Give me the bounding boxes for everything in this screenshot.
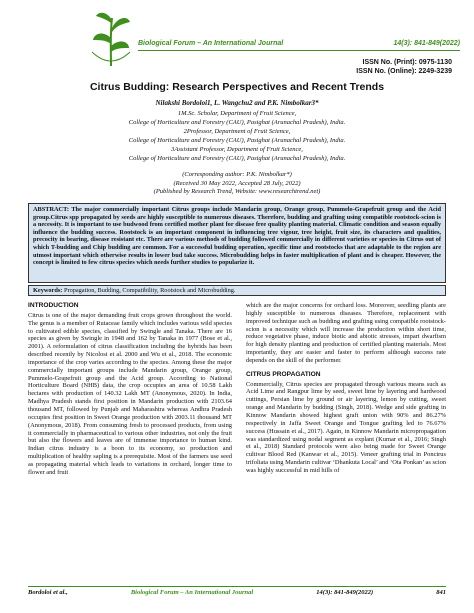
keywords-box — [28, 285, 446, 296]
article-title: Citrus Budding: Research Perspectives and Recent Trends — [89, 81, 385, 93]
abstract-box — [28, 203, 446, 283]
header-divider — [138, 50, 460, 51]
introduction-heading: INTRODUCTION — [28, 302, 79, 309]
introduction-paragraph: Citrus is one of the major demanding fruit crops grown throughout the world. The genus is a member of Rutaceae family which includes various wild species to cultivated edible species, classified by Swingle and Tanaka. There are 16 species as given by Swingle in 1948 and 162 by Tanaka in 1977 (Bose et al., 2001). A reformulation of citrus classification including the hybrids has been described recently by Nicolosi et al. 2000 and Wu et al., 2018. The economic importance of the crop varies according to the species. Among these the major commercially important groups include Mandarin group, Orange group, Pummelo-Grapefruit group and the Acid group. According to National Horticulture Board (NHB) data, the crop occupies an area of 10.58 Lakh hectares with production of 140.32 Lakh MT (Anonymous, 2020). In India, Madhya Pradesh stands first position in Mandarin production with 2103.64 thousand MT, followed by Punjab and Maharashtra whereas Andhra Pradesh occupies first position in Sweet Orange production with 2003.11 thousand MT (Anonymous, 2018). From consuming fresh to processed products, from using it commercially in pharmaceutical to various other industries, not only the fruit but also the flowers and leaves are of immense importance to human kind. Indian citrus industry is a boon to its economy, so production and multiplication of healthy sapling is a prerequisite. Most of the farmers use seed as propagating material which leads to variations in orchard, longer time to flower and fruit — [28, 311, 232, 476]
page-number: 841 — [436, 589, 446, 596]
journal-header-bar — [138, 40, 460, 47]
citrus-propagation-heading: CITRUS PROPAGATION — [246, 370, 321, 378]
issn-block — [356, 58, 452, 76]
footer-volume: 14(3): 841-849(2022) — [316, 589, 374, 596]
issn-print: ISSN No. (Print): 0975-1130 — [362, 59, 452, 66]
left-column — [28, 302, 232, 477]
corresponding-author: (Corresponding author: P.K. Nimbolkar*) — [182, 171, 292, 178]
affiliation-line: College of Horticulture and Forestry (CAU), Pasighat (Arunachal Pradesh), India. — [128, 155, 346, 162]
journal-logo — [88, 6, 134, 70]
right-column — [246, 302, 446, 475]
abstract-text: ABSTRACT: The major commercially important Citrus groups include Mandarin group, Orange group, Pummelo-Grapefruit group and the Acid group.Citrus spp propagated by seeds are highly susceptible to numerous diseases. Therefore, budding and grafting using compatible rootstock-scion is a necessity. It is important to use budwood from certified mother plant for disease free quality planting material. Climatic condition and season equally influence the budding success. Rootstock is an important component in influencing tree vigour, tree height, fruit size, its characters and qualities, precocity in bearing, disease resistant etc. There are various methods of budding followed commercially in different varieties or species in Citrus out of which T-budding and Chip budding are common. For a successful budding operation, specific time and rootstocks that are adaptable to the region are utmost important which otherwise results in lower bud take success. Microbudding helps in faster multiplication of plant and is cheaper. However, the concept is limited to few citrus species which needs further studies to popularize it. — [33, 206, 441, 267]
citrus-propagation-paragraph: Commercially, Citrus species are propagated through various means such as Acid Lime and Rangpur lime by seed, sweet lime by layering and hardwood cuttings, Persian lime by ground or air layering, lemon by cutting, sweet orange and Mandarin by budding (Singh, 2018). Wedge and side grafting in Kinnow Mandarin showed highest graft union with 90% and 86.27% respectively in Jaffa Sweet Orange and Tongue grafting led to 76.67% success (Hussain et al., 2017). Again, in Kinnow Mandarin micropropagation was standardized using nodal segment as explant (Kumar et al., 2016; Singh et al., 2018) Standard protocols were also being made for Sweet Orange cultivar Blood Red (Kanwar et al., 2015). Veneer grafting trial in Poncirus trifoliata using Mandarin cultivar ‘Dhankuta Local’ and ‘Ota Ponkan’ as scion was highly successful in mid hills of — [246, 380, 446, 474]
issn-online: ISSN No. (Online): 2249-3239 — [356, 68, 452, 75]
volume-issue-pages: 14(3): 841-849(2022) — [393, 40, 460, 47]
affiliation-line: 2Professor, Department of Fruit Science, — [183, 128, 291, 135]
journal-name: Biological Forum – An International Journal — [138, 40, 284, 47]
footer-authors: Bordoloi et al., — [28, 589, 68, 596]
affiliation-line: College of Horticulture and Forestry (CAU), Pasighat (Arunachal Pradesh), India. — [128, 119, 346, 126]
footer-divider — [28, 586, 446, 587]
introduction-continued-paragraph: which are the major concerns for orchard loss. Moreover, seedling plants are highly susceptible to numerous diseases. Therefore, replacement with improved technique such as budding and grafting using compatible rootstock-scion is a necessity which will increase the production within short time, reduce vegetative phase, induce biotic and abiotic stresses, impart dwarfism for high density planting and production of certified planting materials. Most importantly, they are easier and faster to perform although success rate depends on the skill of the performer. — [246, 302, 446, 364]
page-footer — [28, 589, 446, 596]
publisher-line: (Published by Research Trend, Website: www.researchtrend.net) — [153, 188, 321, 195]
keywords-label: Keywords: — [33, 287, 63, 294]
footer-journal-name: Biological Forum – An International Journal — [130, 589, 254, 596]
received-accepted-dates: (Received 30 May 2022, Accepted 28 July, 2022) — [173, 179, 301, 187]
affiliation-line: 3Assistant Professor, Department of Fruit Science, — [171, 146, 303, 153]
keywords-text: Propagation, Budding, Compatibility, Rootstock and Microbudding. — [63, 287, 236, 294]
affiliation-line: 1M.Sc. Scholar, Department of Fruit Science, — [177, 110, 297, 117]
publication-info — [0, 171, 474, 197]
affiliations — [40, 109, 434, 163]
affiliation-line: College of Horticulture and Forestry (CAU), Pasighat (Arunachal Pradesh), India. — [128, 137, 346, 144]
article-authors: Nilakshi Bordoloi1, L. Wangchu2 and P.K. Nimbolkar3* — [155, 99, 319, 107]
plant-logo-icon — [88, 6, 134, 70]
